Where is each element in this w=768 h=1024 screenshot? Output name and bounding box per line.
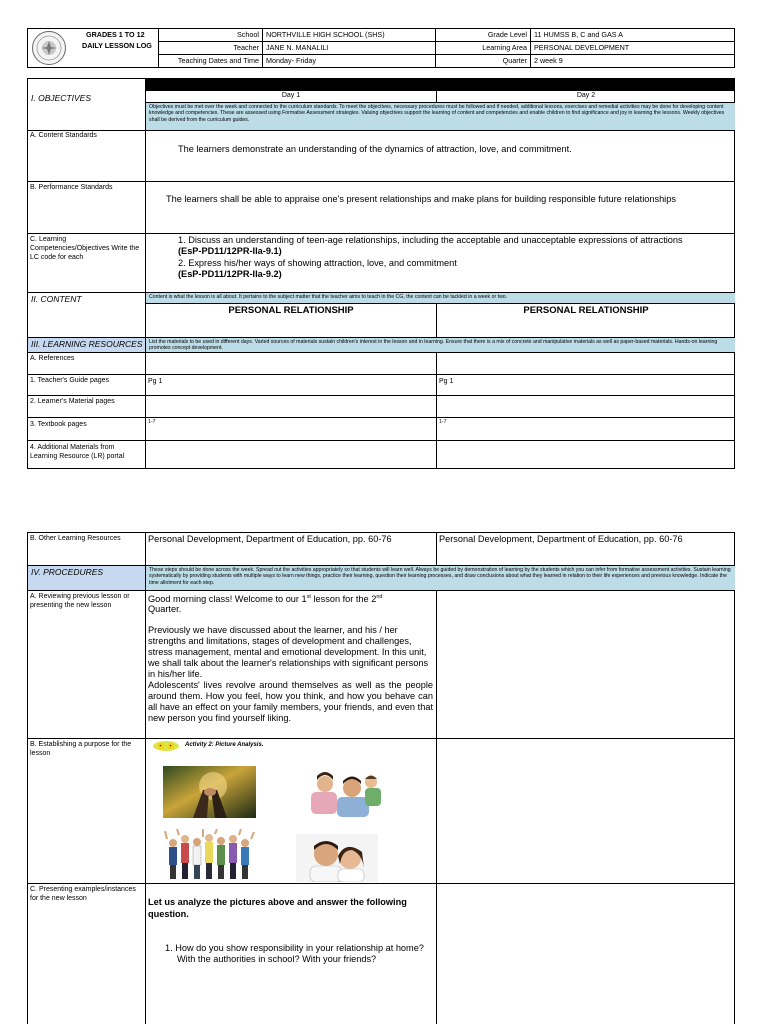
textbook-label: 3. Textbook pages xyxy=(30,421,87,428)
learners-material-label: 2. Learner's Material pages xyxy=(30,398,115,405)
activity-title: Activity 2: Picture Analysis. xyxy=(185,742,264,748)
teacher-value: JANE N. MANALILI xyxy=(266,43,329,52)
question-1: 1. How do you show responsibility in your relationship at home? With the authorities in school? With your friends? xyxy=(165,943,424,964)
content-standards-text: The learners demonstrate an understanding of the dynamics of attraction, love, and commitment. xyxy=(178,144,572,154)
deped-seal-logo xyxy=(31,30,67,66)
quarter-label: Quarter xyxy=(502,56,527,65)
objectives-heading: I. OBJECTIVES xyxy=(31,93,91,103)
competency-1-code: (EsP-PD11/12PR-IIa-9.1) xyxy=(178,246,282,256)
performance-standards-text: The learners shall be able to appraise one's present relationships and make plans for building responsible future relationships xyxy=(166,194,676,204)
teachers-guide-label: 1. Teacher's Guide pages xyxy=(30,377,110,384)
presenting-examples-label: C. Presenting examples/instances for the new lesson xyxy=(30,886,136,902)
table-top-bar xyxy=(145,78,735,90)
performance-standards-label: B. Performance Standards xyxy=(30,184,113,191)
quarter-value: 2 week 9 xyxy=(534,56,563,65)
dll-title-line1: GRADES 1 TO 12 xyxy=(86,30,145,39)
establishing-purpose-label: B. Establishing a purpose for the lesson xyxy=(30,741,132,757)
school-value: NORTHVILLE HIGH SCHOOL (SHS) xyxy=(266,30,385,39)
procedures-description: These steps should be done across the week. Spread out the activities appropriately so that students will learn well. Always be guided by demonstration of learning by the students which you can infer from formative assessment activities. Sustain learning systematically by providing students with multiple ways to learn new things, practice their learning, question their learning processes, and draw conclusions about what they learned in relation to their life experiences and previous knowledge. Indicate the time allotment for each step. xyxy=(146,566,735,590)
competency-2-code: (EsP-PD11/12PR-IIa-9.2) xyxy=(178,269,282,279)
textbook-day2: 1-7 xyxy=(439,419,447,425)
content-day2: PERSONAL RELATIONSHIP xyxy=(523,305,649,316)
teachers-guide-day1: Pg 1 xyxy=(148,378,163,385)
grade-label: Grade Level xyxy=(487,30,527,39)
resources-description: List the materials to be used in different days. Varied sources of materials sustain children's interest in the lesson and in learning. Ensure that there is a mix of concrete and manipulative materials as well as paper-based materials. Hands-on learning promotes concept development. xyxy=(146,338,735,352)
dates-value: Monday- Friday xyxy=(266,56,316,65)
references-label: A. References xyxy=(30,355,75,362)
other-resources-day2: Personal Development, Department of Education, pp. 60-76 xyxy=(439,534,683,544)
review-paragraph-2: Adolescents' lives revolve around themselves as well as the people around them. How you feel, how you think, and how you behave can all have an effect on your family members, your friends, and even that new person you find yourself liking. xyxy=(148,680,433,723)
picture-happy-family xyxy=(297,764,389,819)
picture-group-of-friends xyxy=(163,829,257,880)
competency-1: 1. Discuss an understanding of teen-age relationships, including the acceptable and unacceptable expressions of attractions xyxy=(178,235,683,245)
resources-heading: III. LEARNING RESOURCES xyxy=(31,339,143,349)
other-resources-day1: Personal Development, Department of Education, pp. 60-76 xyxy=(148,534,392,544)
greeting-quarter: Quarter. xyxy=(148,604,182,614)
teachers-guide-day2: Pg 1 xyxy=(439,378,454,385)
review-paragraph-1: Previously we have discussed about the learner, and his / her strengths and limitations, stages of development and challenges, stress management, mental and emotional development. In this unit, we shall talk about the learner's relationships with significant persons in his/her life. xyxy=(148,625,429,679)
day2-header: Day 2 xyxy=(576,92,596,99)
area-value: PERSONAL DEVELOPMENT xyxy=(534,43,630,52)
content-day1: PERSONAL RELATIONSHIP xyxy=(228,305,354,316)
greeting-part-1: Good morning class! Welcome to our 1 xyxy=(148,594,307,605)
content-description: Content is what the lesson is all about. It pertains to the subject matter that the teacher aims to teach in the CG, the content can be tackled in a week or two. xyxy=(146,293,735,303)
content-heading: II. CONTENT xyxy=(31,294,82,304)
greeting-sup-2: nd xyxy=(376,594,383,600)
dates-label: Teaching Dates and Time xyxy=(177,56,259,65)
school-label: School xyxy=(237,30,259,39)
teacher-label: Teacher xyxy=(233,43,259,52)
content-standards-label: A. Content Standards xyxy=(30,132,97,139)
dll-title-line2: DAILY LESSON LOG xyxy=(82,41,152,50)
objectives-description: Objectives must be met over the week and connected to the curriculum standards. To meet the objectives, necessary procedures must be followed and if needed, additional lessons, exercises and remedial activities may be done for developing content knowledge and competencies. These are assessed using Formative Assessment strategies. Valuing objectives support the learning of content and competencies and enable children to find significance and joy in learning the lessons. Weekly objectives shall be derived from the curriculum guides. xyxy=(146,103,735,130)
area-label: Learning Area xyxy=(482,43,527,52)
greeting-sup-1: st xyxy=(306,594,311,600)
reviewing-lesson-label: A. Reviewing previous lesson or presenting the new lesson xyxy=(30,593,130,609)
day1-header: Day 1 xyxy=(281,92,301,99)
additional-materials-label: 4. Additional Materials from Learning Resource (LR) portal xyxy=(30,444,125,460)
textbook-day1: 1-7 xyxy=(148,419,156,425)
competencies-label: C. Learning Competencies/Objectives Write the LC code for each xyxy=(30,236,140,261)
analysis-instruction: Let us analyze the pictures above and answer the following question. xyxy=(148,897,407,919)
picture-couple xyxy=(296,834,378,882)
activity-emoji-icon xyxy=(152,739,180,751)
grade-value: 11 HUMSS B, C and GAS A xyxy=(534,30,623,39)
other-resources-label: B. Other Learning Resources xyxy=(30,535,121,542)
competency-2: 2. Express his/her ways of showing attraction, love, and commitment xyxy=(178,258,457,268)
greeting-part-2: lesson for the 2 xyxy=(310,594,377,605)
picture-holding-hands xyxy=(163,766,256,818)
procedures-heading: IV. PROCEDURES xyxy=(31,567,104,577)
greeting-text xyxy=(148,592,433,605)
